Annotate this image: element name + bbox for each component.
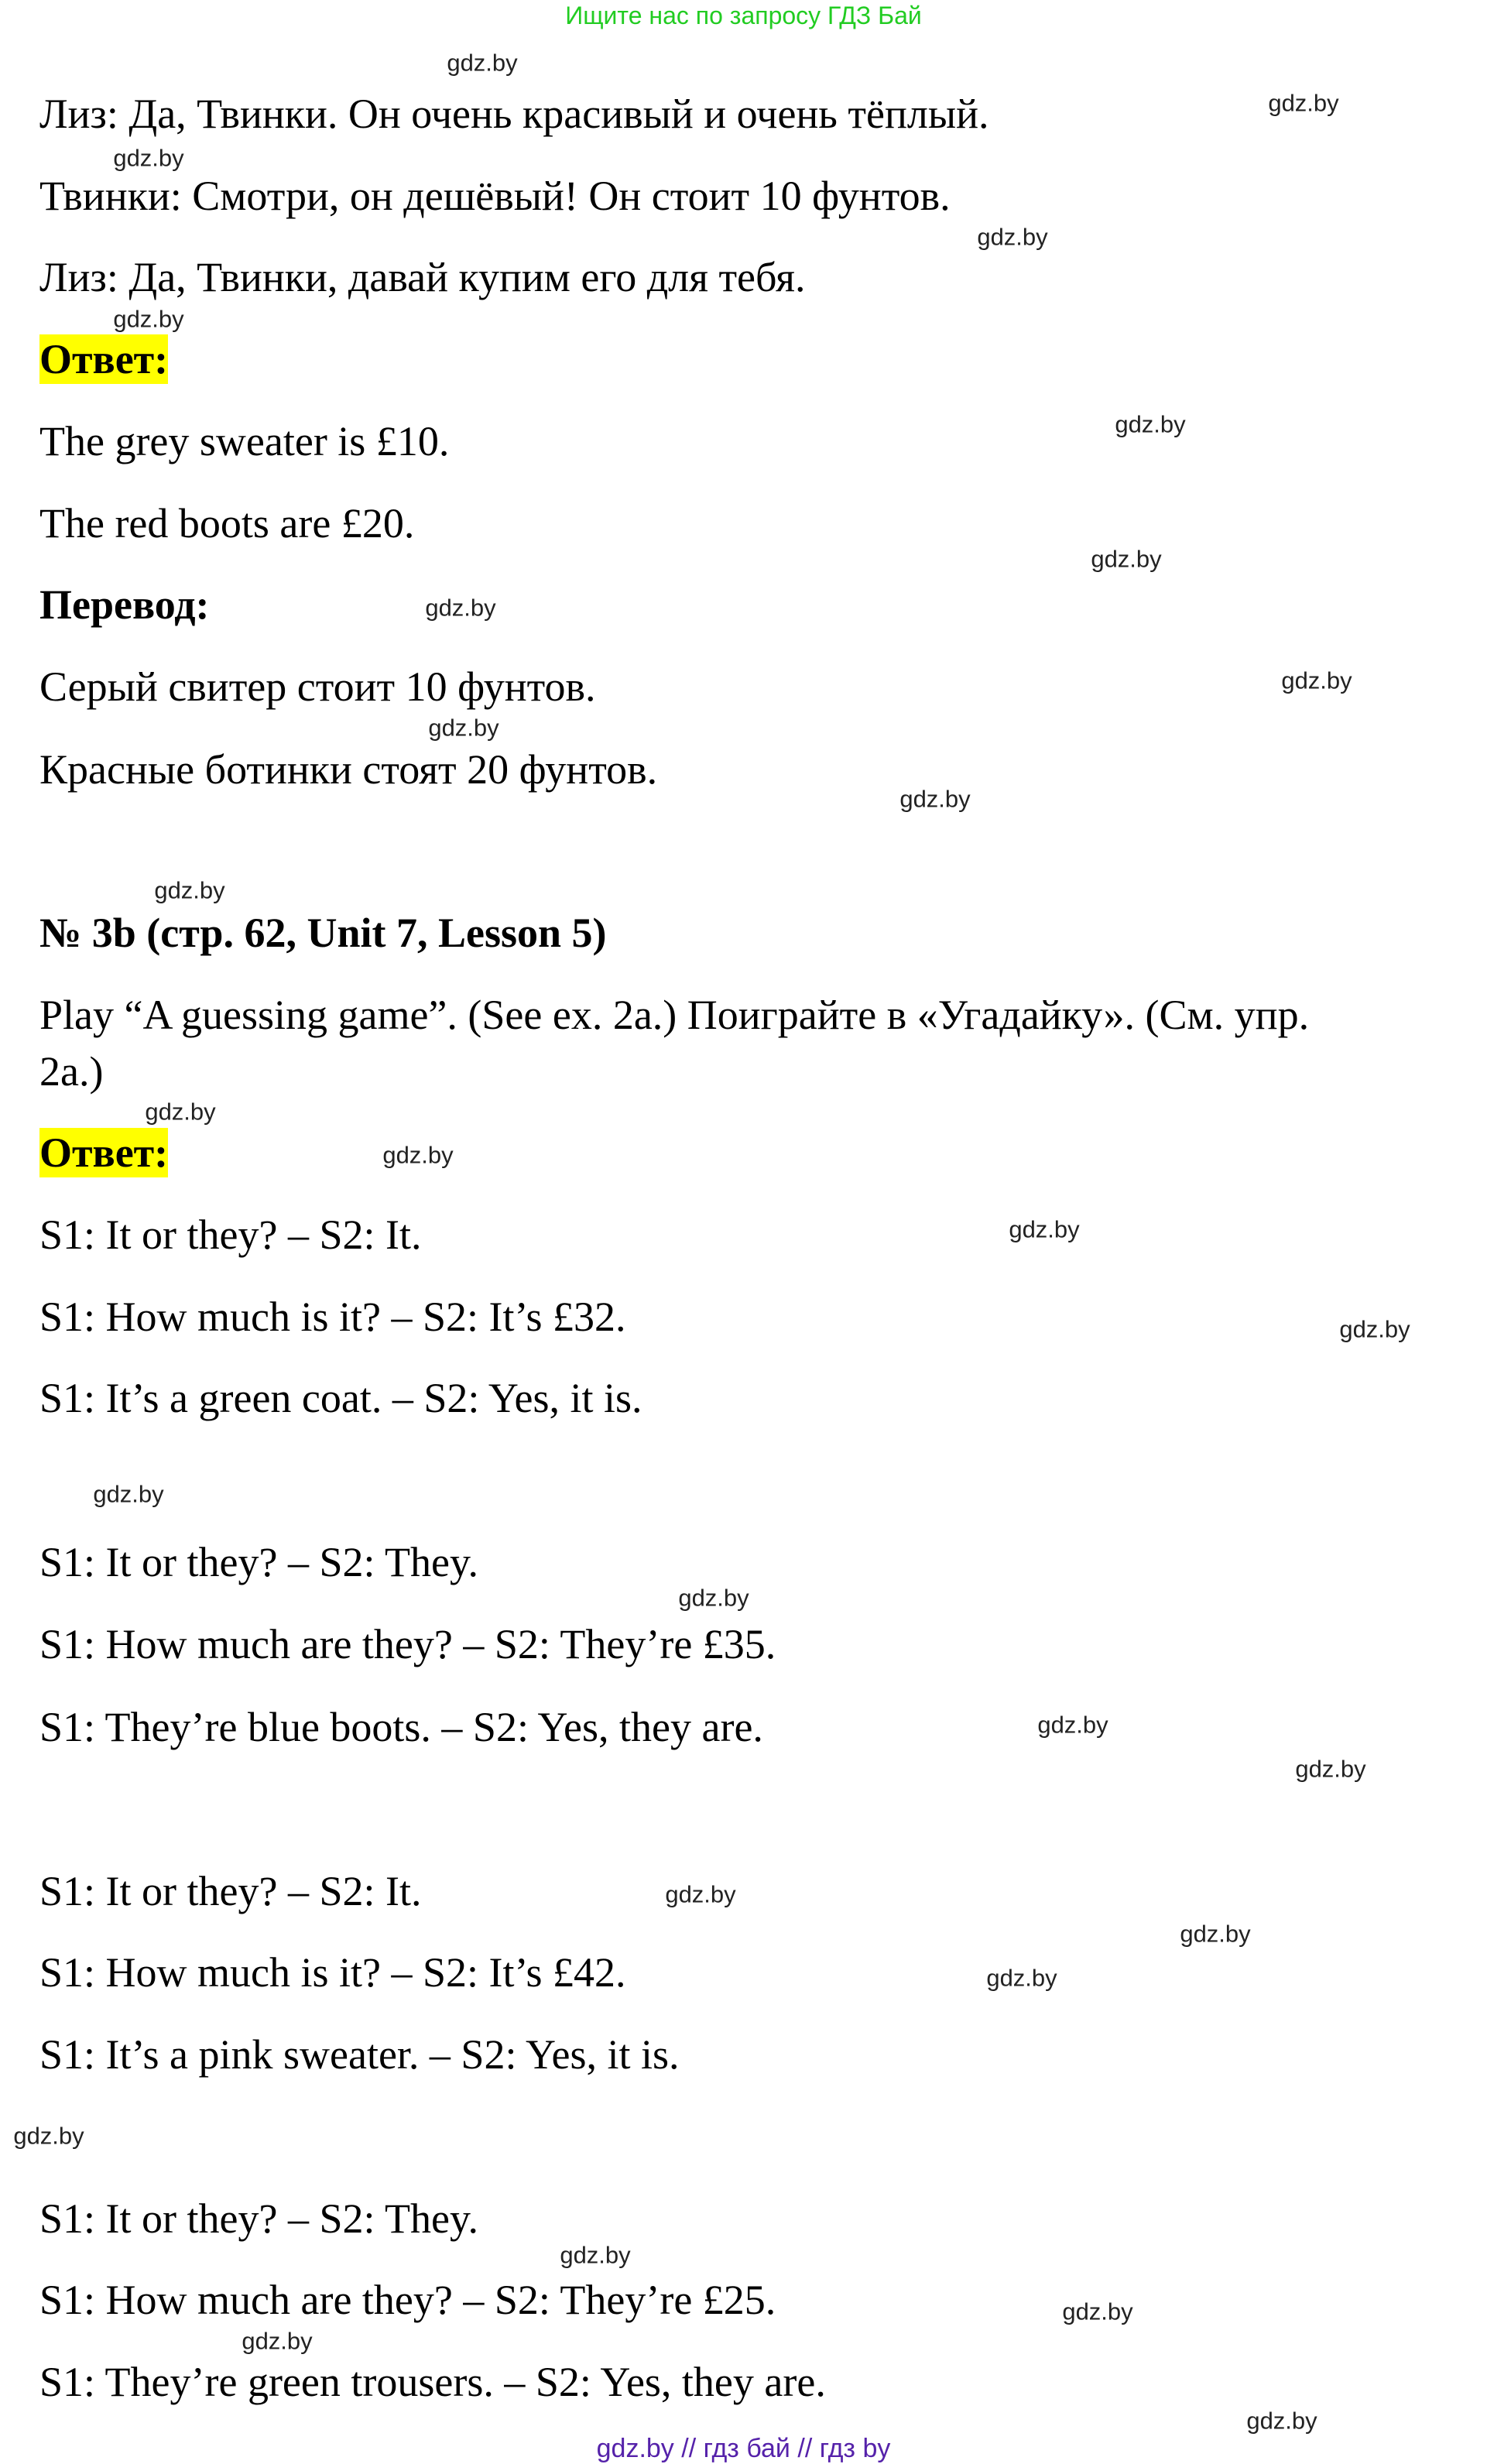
watermark: gdz.by: [113, 144, 184, 172]
answer-label: Ответ:: [39, 1129, 169, 1176]
dialogue-line: Лиз: Да, Твинки, давай купим его для тебя.: [39, 254, 806, 300]
watermark: gdz.by: [1009, 1215, 1080, 1243]
watermark: gdz.by: [13, 2122, 84, 2150]
translation-label: Перевод:: [39, 581, 210, 628]
watermark: gdz.by: [665, 1880, 736, 1908]
watermark: gdz.by: [1062, 2298, 1133, 2325]
answer-line: S1: It or they? – S2: They.: [39, 1539, 478, 1585]
dialogue-line: Лиз: Да, Твинки. Он очень красивый и очень тёплый.: [39, 91, 989, 137]
answer-line: S1: How much is it? – S2: It’s £42.: [39, 1949, 626, 1996]
watermark: gdz.by: [154, 876, 225, 904]
watermark: gdz.by: [977, 223, 1048, 251]
task-title: № 3b (стр. 62, Unit 7, Lesson 5): [39, 910, 607, 956]
watermark: gdz.by: [382, 1141, 454, 1169]
watermark: gdz.by: [447, 49, 518, 77]
translation-line: Красные ботинки стоят 20 фунтов.: [39, 746, 658, 793]
answer-line: The red boots are £20.: [39, 500, 415, 547]
watermark: gdz.by: [1091, 545, 1162, 573]
answer-label: Ответ:: [39, 336, 169, 382]
answer-line: S1: They’re blue boots. – S2: Yes, they are.: [39, 1704, 763, 1750]
dialogue-line: Твинки: Смотри, он дешёвый! Он стоит 10 фунтов.: [39, 173, 951, 219]
answer-line: S1: It or they? – S2: It.: [39, 1868, 422, 1914]
answer-line: S1: It’s a pink sweater. – S2: Yes, it is.: [39, 2031, 680, 2078]
watermark: gdz.by: [560, 2241, 631, 2269]
watermark: gdz.by: [242, 2327, 313, 2355]
watermark: gdz.by: [428, 714, 499, 742]
translation-line: Серый свитер стоит 10 фунтов.: [39, 663, 596, 710]
watermark: gdz.by: [678, 1584, 749, 1612]
answer-line: S1: It or they? – S2: They.: [39, 2195, 478, 2242]
watermark: gdz.by: [425, 594, 496, 622]
watermark: gdz.by: [1268, 89, 1339, 117]
watermark: gdz.by: [1339, 1315, 1410, 1343]
answer-line: S1: How much is it? – S2: It’s £32.: [39, 1294, 626, 1340]
answer-line: S1: How much are they? – S2: They’re £35.: [39, 1621, 776, 1667]
watermark: gdz.by: [1246, 2407, 1317, 2435]
watermark: gdz.by: [1037, 1711, 1108, 1739]
answer-line: S1: It or they? – S2: It.: [39, 1211, 422, 1258]
watermark: gdz.by: [1115, 410, 1186, 438]
watermark: gdz.by: [1281, 667, 1352, 694]
watermark: gdz.by: [93, 1480, 164, 1508]
watermark: gdz.by: [1295, 1755, 1366, 1783]
watermark: gdz.by: [113, 305, 184, 333]
watermark: gdz.by: [145, 1098, 216, 1126]
watermark: gdz.by: [1180, 1920, 1251, 1948]
answer-line: S1: It’s a green coat. – S2: Yes, it is.: [39, 1375, 642, 1421]
watermark: gdz.by: [986, 1964, 1057, 1992]
answer-line: The grey sweater is £10.: [39, 418, 450, 464]
task-text: Play “A guessing game”. (See ex. 2a.) Поиграйте в «Угадайку». (См. упр.: [39, 992, 1310, 1038]
footer-links[interactable]: gdz.by // гдз бай // гдз by: [596, 2434, 891, 2463]
header-banner[interactable]: Ищите нас по запросу ГДЗ Бай: [565, 2, 922, 29]
watermark: gdz.by: [899, 785, 971, 813]
task-text-continued: 2a.): [39, 1048, 104, 1095]
answer-line: S1: How much are they? – S2: They’re £25.: [39, 2277, 776, 2323]
answer-line: S1: They’re green trousers. – S2: Yes, they are.: [39, 2359, 826, 2405]
